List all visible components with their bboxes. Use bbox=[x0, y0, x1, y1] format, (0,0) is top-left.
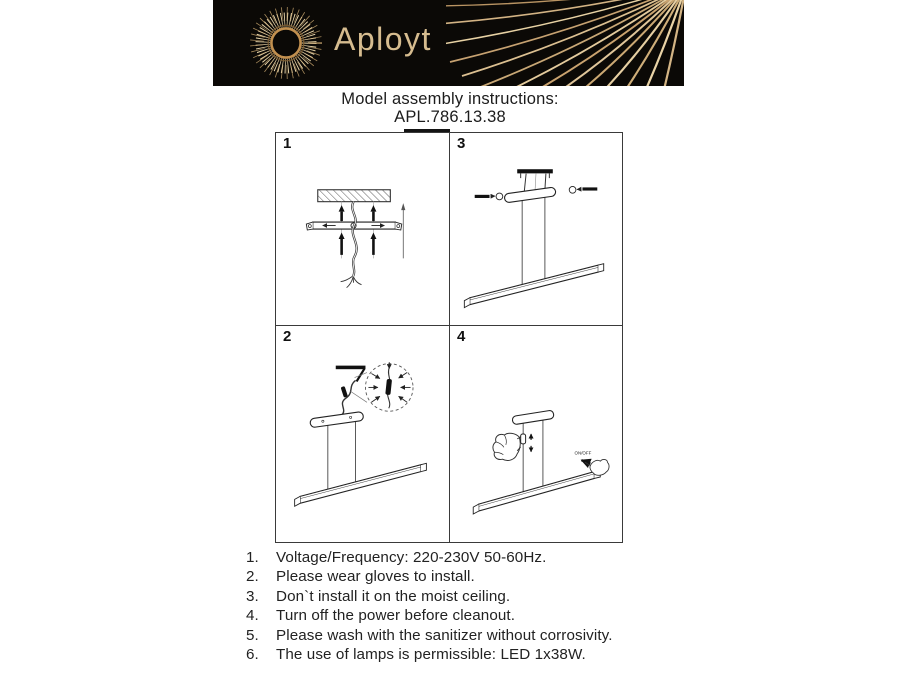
instruction-item bbox=[246, 606, 613, 625]
instruction-text: Please wear gloves to install. bbox=[276, 568, 475, 586]
instruction-number: 5. bbox=[246, 626, 259, 644]
brand-banner bbox=[213, 0, 684, 86]
instruction-text: The use of lamps is permissible: LED 1x38W. bbox=[276, 646, 586, 664]
diagram-step2-wiring-icon bbox=[276, 326, 449, 542]
instruction-number: 1. bbox=[246, 549, 259, 566]
assembly-diagram-grid bbox=[275, 132, 623, 543]
instruction-number: 3. bbox=[246, 587, 259, 605]
instruction-number: 6. bbox=[246, 646, 259, 664]
assembly-step-panel-2 bbox=[276, 325, 449, 542]
step-number-1: 1 bbox=[283, 135, 292, 152]
instruction-list bbox=[246, 548, 613, 664]
assembly-step-panel-1 bbox=[276, 133, 449, 325]
instruction-text: Voltage/Frequency: 220-230V 50-60Hz. bbox=[276, 549, 547, 566]
model-number: APL.786.13.38 bbox=[394, 108, 506, 126]
onoff-label: ON/OFF bbox=[574, 450, 592, 456]
decorative-rays-icon bbox=[446, 0, 684, 86]
instruction-item bbox=[246, 567, 613, 586]
instruction-item bbox=[246, 587, 613, 606]
assembly-heading: Model assembly instructions: bbox=[341, 90, 559, 108]
instruction-item bbox=[246, 645, 613, 664]
instruction-text: Don`t install it on the moist ceiling. bbox=[276, 587, 511, 605]
step-number-4: 4 bbox=[457, 328, 466, 346]
step-number-3: 3 bbox=[457, 135, 466, 152]
instruction-number: 2. bbox=[246, 568, 259, 586]
page-title bbox=[0, 90, 900, 126]
instruction-number: 4. bbox=[246, 607, 259, 625]
diagram-step3-canopy-screws-icon bbox=[450, 133, 622, 325]
assembly-step-panel-3 bbox=[449, 133, 622, 325]
instruction-item bbox=[246, 626, 613, 645]
sunburst-logo-icon bbox=[241, 0, 331, 86]
instruction-item bbox=[246, 548, 613, 567]
assembly-step-panel-4 bbox=[449, 325, 622, 542]
diagram-step1-ceiling-mount-icon bbox=[276, 133, 449, 325]
diagram-step4-adjust-onoff-icon bbox=[450, 326, 622, 542]
instruction-text: Turn off the power before cleanout. bbox=[276, 607, 516, 625]
instruction-text: Please wash with the sanitizer without corrosivity. bbox=[276, 626, 613, 644]
step-number-2: 2 bbox=[283, 328, 292, 346]
brand-wordmark: Aployt bbox=[334, 21, 432, 57]
